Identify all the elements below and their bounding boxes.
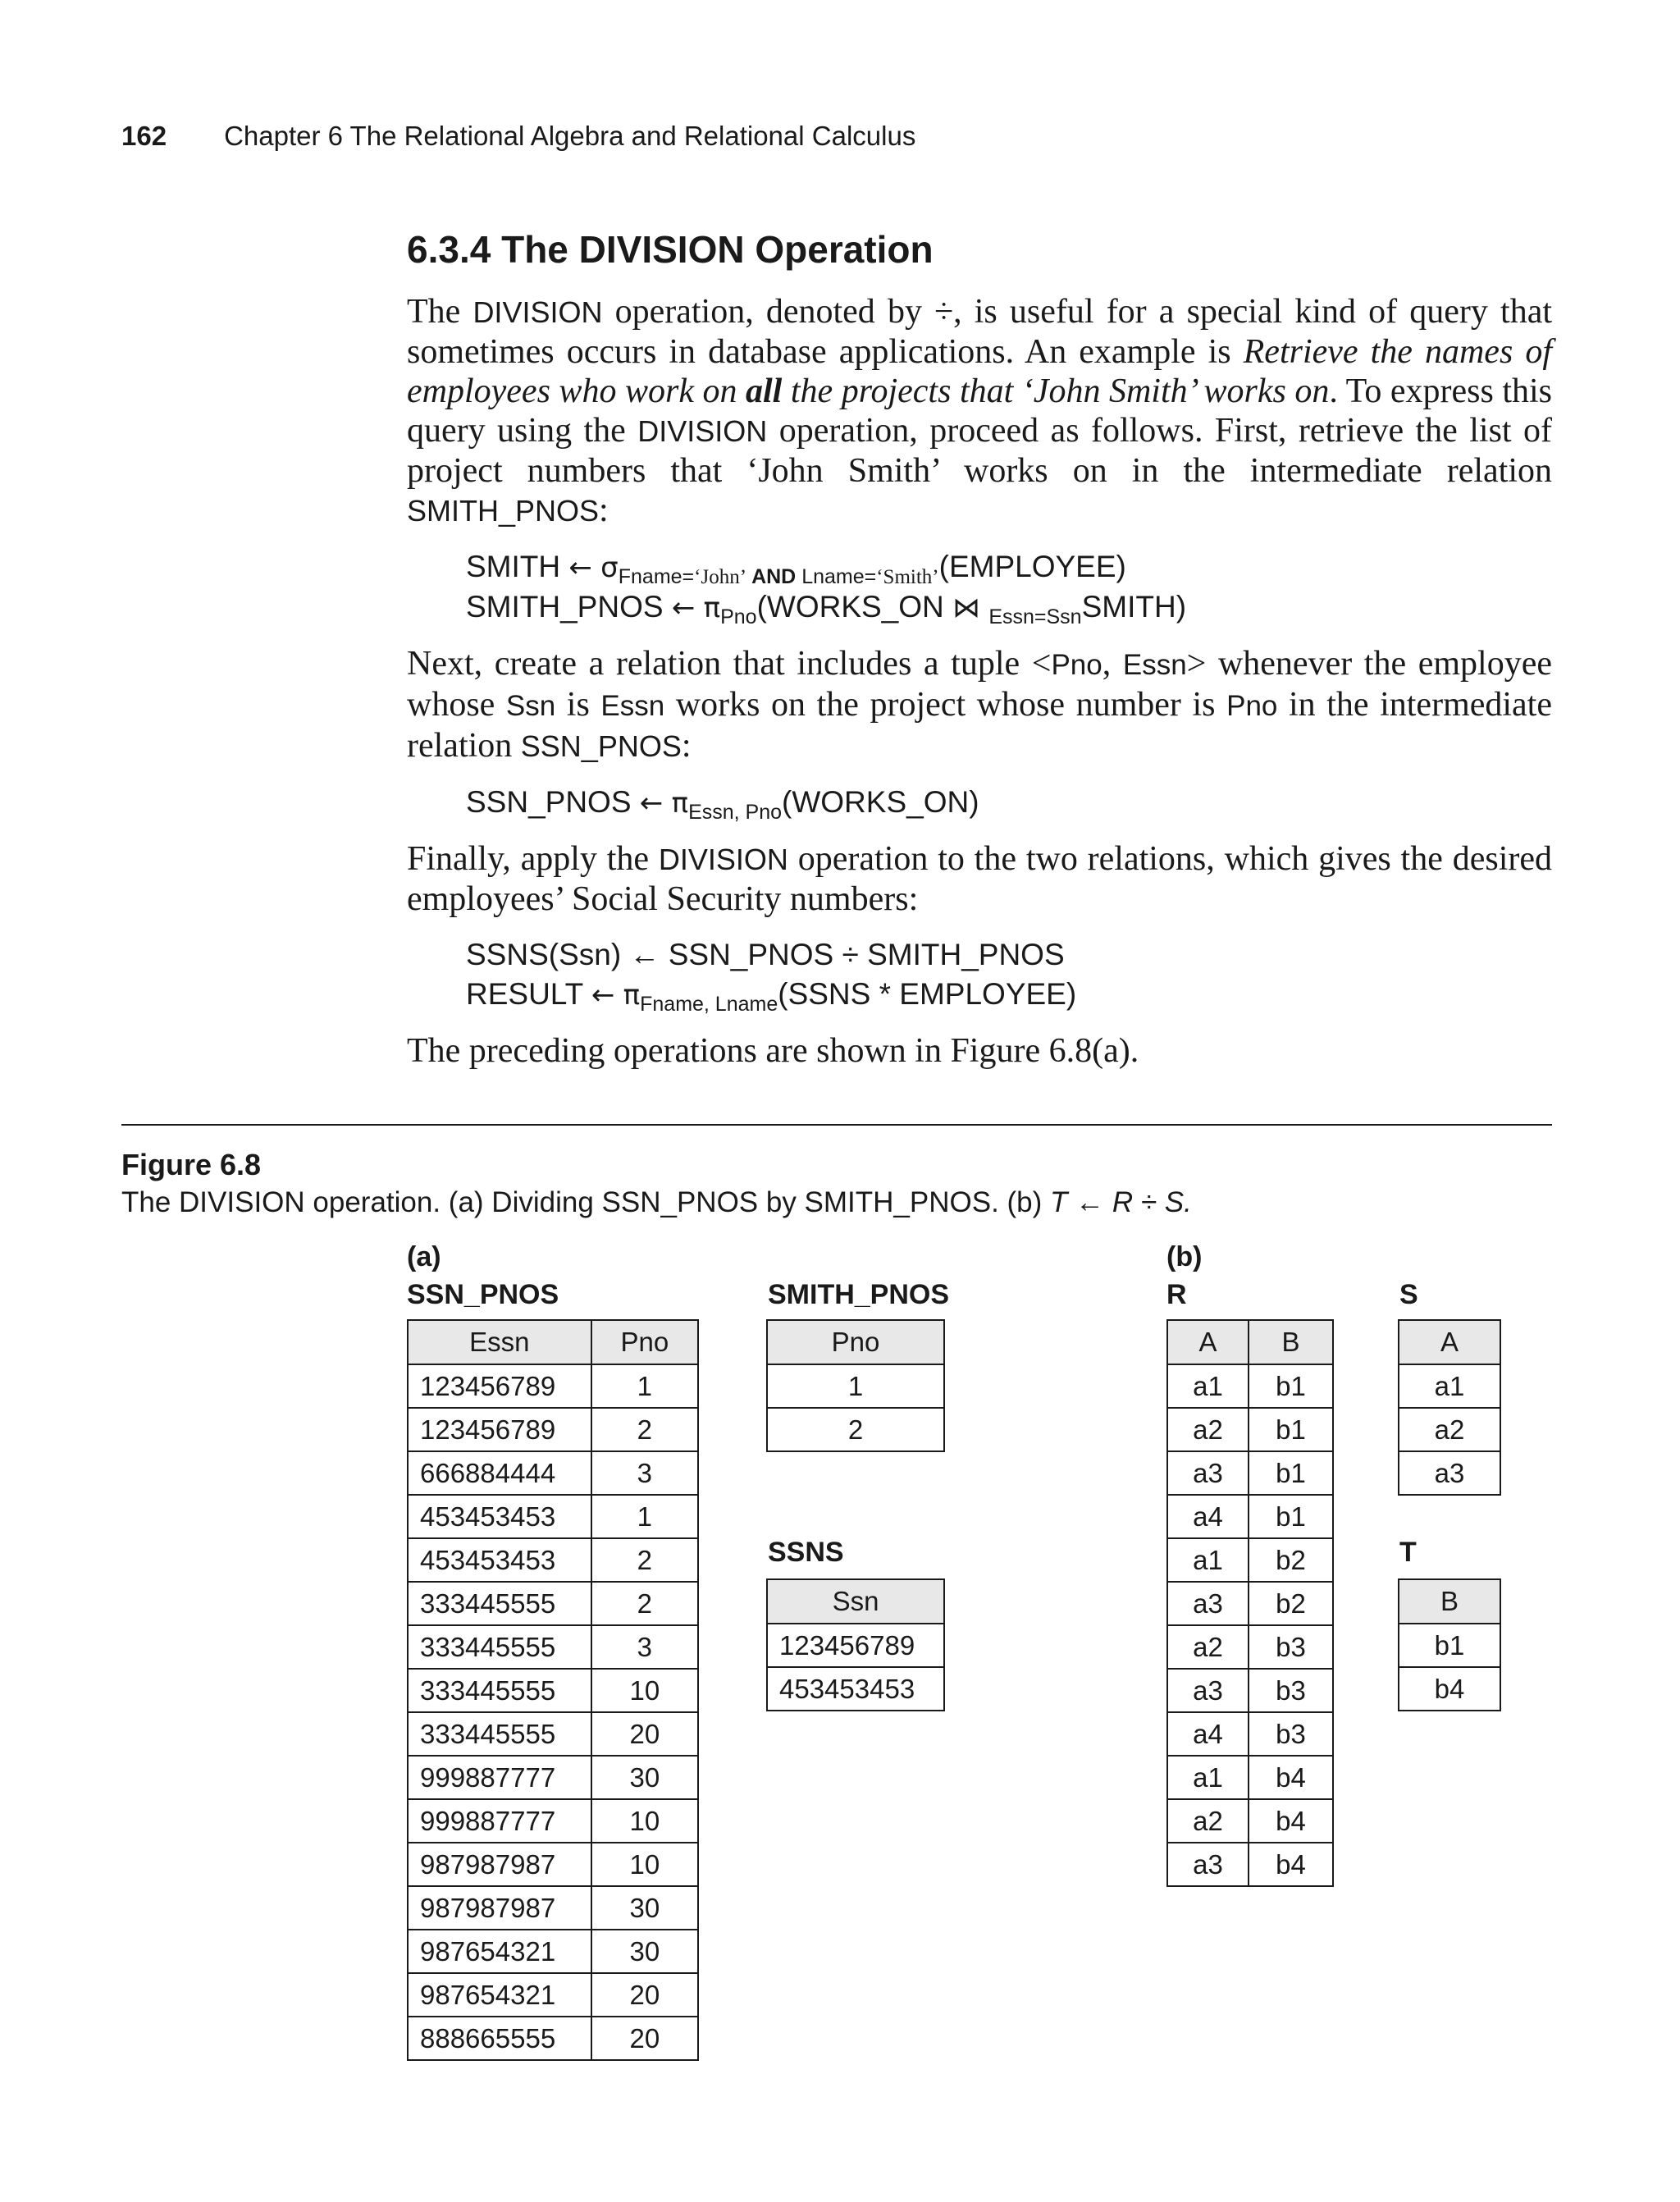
- table-cell: 987654321: [408, 1930, 591, 1973]
- attribute-name: Pno: [1226, 690, 1278, 722]
- table-row: [767, 1667, 944, 1711]
- table-cell: a4: [1167, 1495, 1249, 1538]
- formula-block-2: [466, 783, 1552, 823]
- join-symbol: ⋈: [952, 592, 981, 624]
- table-cell: b3: [1249, 1669, 1333, 1712]
- relation-t-name: T: [1399, 1537, 1417, 1568]
- table-ssn-pnos: [407, 1319, 699, 2061]
- part-a-label: (a): [407, 1241, 441, 1272]
- table-cell: b1: [1399, 1624, 1500, 1667]
- table-cell: 10: [591, 1799, 698, 1843]
- header-row: [1399, 1320, 1500, 1364]
- formula-lhs: SMITH_PNOS: [466, 590, 664, 624]
- table-cell: 1: [591, 1495, 698, 1538]
- table-cell: 333445555: [408, 1625, 591, 1669]
- example-query: the projects that ‘John Smith’ works on: [782, 372, 1330, 410]
- formula-rhs: SMITH): [1081, 590, 1187, 624]
- part-b-label: (b): [1166, 1241, 1203, 1272]
- attribute-name: Essn: [600, 690, 665, 722]
- page-number: 162: [121, 121, 167, 151]
- table-cell: a2: [1167, 1799, 1249, 1843]
- table-cell: b1: [1249, 1451, 1333, 1495]
- table-row: [408, 1495, 698, 1538]
- table-cell: 2: [591, 1582, 698, 1625]
- table-row: [1167, 1712, 1333, 1756]
- table-cell: 888665555: [408, 2017, 591, 2060]
- relation-s-name: S: [1399, 1279, 1418, 1310]
- table-cell: 123456789: [408, 1408, 591, 1451]
- table-cell: b4: [1399, 1667, 1500, 1711]
- formula-rhs: (SSNS * EMPLOYEE): [778, 977, 1077, 1011]
- table-cell: 2: [591, 1538, 698, 1582]
- table-cell: b4: [1249, 1799, 1333, 1843]
- table-cell: 453453453: [408, 1538, 591, 1582]
- table-row: [767, 1624, 944, 1667]
- table-s: [1398, 1319, 1501, 1496]
- table-row: [1399, 1364, 1500, 1408]
- table-cell: b1: [1249, 1364, 1333, 1408]
- table-smith-pnos: [766, 1319, 945, 1452]
- operation-name: DIVISION: [637, 414, 768, 448]
- table-cell: a3: [1167, 1451, 1249, 1495]
- condition-attr: Lname=: [801, 565, 877, 588]
- text-run: is: [555, 686, 601, 724]
- text-run: :: [599, 491, 609, 529]
- table-cell: a2: [1399, 1408, 1500, 1451]
- table-cell: 333445555: [408, 1582, 591, 1625]
- relation-name: SSN_PNOS: [520, 729, 682, 763]
- table-row: [1399, 1451, 1500, 1495]
- column-header: A: [1167, 1320, 1249, 1364]
- operation-name: DIVISION: [472, 295, 603, 329]
- table-cell: a3: [1167, 1582, 1249, 1625]
- table-row: [408, 1451, 698, 1495]
- table-cell: a3: [1399, 1451, 1500, 1495]
- header-row: [1399, 1579, 1500, 1624]
- table-cell: 1: [591, 1364, 698, 1408]
- project-operator: π: [671, 787, 689, 820]
- table-row: [408, 1843, 698, 1886]
- table-row: [408, 1756, 698, 1799]
- formula-result: [466, 975, 1552, 1015]
- table-row: [1167, 1408, 1333, 1451]
- select-operator: σ: [600, 551, 619, 584]
- table-row: [1167, 1669, 1333, 1712]
- table-row: [1167, 1364, 1333, 1408]
- projection-list: Fname, Lname: [640, 993, 778, 1016]
- table-row: [408, 1712, 698, 1756]
- header-row: [1167, 1320, 1333, 1364]
- table-cell: b2: [1249, 1582, 1333, 1625]
- table-cell: b3: [1249, 1712, 1333, 1756]
- formula-block-1: [466, 547, 1552, 628]
- table-ssns: [766, 1578, 945, 1711]
- assign-arrow: ←: [591, 979, 615, 1012]
- formula-rhs: (WORKS_ON: [756, 590, 953, 624]
- column-header: Pno: [767, 1320, 944, 1364]
- assign-arrow: ←: [639, 787, 664, 820]
- join-condition: Essn=Ssn: [988, 605, 1082, 628]
- table-cell: 20: [591, 1712, 698, 1756]
- table-cell: 10: [591, 1669, 698, 1712]
- table-cell: b1: [1249, 1495, 1333, 1538]
- chapter-title: Chapter 6 The Relational Algebra and Relational Calculus: [224, 121, 916, 151]
- table-row: [1167, 1843, 1333, 1886]
- text-run: in the intermediate relation: [407, 686, 1552, 765]
- table-row: [767, 1364, 944, 1408]
- formula-smith-pnos: [466, 587, 1552, 628]
- table-t: [1398, 1578, 1501, 1711]
- formula-rhs: (WORKS_ON): [782, 785, 979, 819]
- figure-label: Figure 6.8: [121, 1148, 262, 1181]
- column-header: A: [1399, 1320, 1500, 1364]
- relation-smith-pnos-name: SMITH_PNOS: [768, 1279, 950, 1310]
- attribute-name: Pno: [1051, 649, 1102, 681]
- table-row: [1167, 1625, 1333, 1669]
- table-cell: 333445555: [408, 1669, 591, 1712]
- assign-arrow: ←: [671, 592, 696, 624]
- table-cell: 987987987: [408, 1886, 591, 1930]
- table-row: [1167, 1538, 1333, 1582]
- paragraph-intro: [407, 292, 1552, 531]
- table-cell: 20: [591, 2017, 698, 2060]
- table-r: [1166, 1319, 1334, 1887]
- table-cell: 666884444: [408, 1451, 591, 1495]
- table-row: [408, 1582, 698, 1625]
- section-title: 6.3.4 The DIVISION Operation: [407, 228, 934, 271]
- text-run: operation, proceed as follows. First, retrieve the list of project numbers that ‘John Smith’ works on in the intermediate relation: [407, 412, 1553, 490]
- table-row: [408, 1625, 698, 1669]
- table-row: [408, 1364, 698, 1408]
- table-cell: 333445555: [408, 1712, 591, 1756]
- table-cell: a1: [1167, 1538, 1249, 1582]
- table-row: [1399, 1408, 1500, 1451]
- table-cell: 30: [591, 1930, 698, 1973]
- table-row: [408, 1538, 698, 1582]
- table-row: [408, 1669, 698, 1712]
- projection-list: Pno: [720, 605, 757, 628]
- table-cell: a4: [1167, 1712, 1249, 1756]
- text-run: Next, create a relation that includes a tuple <: [407, 645, 1052, 683]
- figure-caption: [121, 1185, 1192, 1221]
- column-header: Essn: [408, 1320, 591, 1364]
- table-cell: b1: [1249, 1408, 1333, 1451]
- caption-formula: T ← R ÷ S.: [1050, 1186, 1192, 1218]
- figure-divider: [121, 1124, 1552, 1126]
- table-cell: 999887777: [408, 1756, 591, 1799]
- project-operator: π: [703, 592, 721, 624]
- text-run: Finally, apply the: [407, 840, 659, 878]
- table-cell: b3: [1249, 1625, 1333, 1669]
- column-header: Pno: [591, 1320, 698, 1364]
- condition-and: AND: [746, 565, 802, 588]
- table-cell: 123456789: [767, 1624, 944, 1667]
- header-row: [767, 1320, 944, 1364]
- table-cell: a3: [1167, 1669, 1249, 1712]
- table-cell: 30: [591, 1886, 698, 1930]
- emphasis: all: [746, 372, 783, 410]
- table-cell: a1: [1167, 1756, 1249, 1799]
- table-cell: 453453453: [767, 1667, 944, 1711]
- paragraph-next: [407, 644, 1552, 766]
- relation-r-name: R: [1166, 1279, 1187, 1310]
- table-cell: 987987987: [408, 1843, 591, 1886]
- condition-value: ‘John’: [694, 566, 747, 588]
- projection-list: Essn, Pno: [688, 801, 783, 824]
- table-cell: b4: [1249, 1756, 1333, 1799]
- table-cell: a3: [1167, 1843, 1249, 1886]
- table-cell: 30: [591, 1756, 698, 1799]
- formula-lhs: RESULT: [466, 977, 583, 1011]
- table-row: [1167, 1799, 1333, 1843]
- relation-ssn-pnos-name: SSN_PNOS: [407, 1279, 559, 1310]
- column-header: Ssn: [767, 1579, 944, 1624]
- assign-arrow: ←: [568, 551, 592, 584]
- table-row: [1167, 1582, 1333, 1625]
- table-row: [767, 1408, 944, 1451]
- table-row: [408, 1799, 698, 1843]
- relation-ssns-name: SSNS: [768, 1537, 844, 1568]
- running-head: [121, 120, 915, 153]
- formula-smith: [466, 547, 1552, 587]
- table-cell: 987654321: [408, 1973, 591, 2017]
- text-run: ,: [1102, 645, 1123, 683]
- table-row: [408, 1886, 698, 1930]
- table-cell: a1: [1399, 1364, 1500, 1408]
- column-header: B: [1249, 1320, 1333, 1364]
- condition-value: ‘Smith’: [876, 566, 939, 588]
- attribute-name: Ssn: [505, 690, 556, 722]
- table-row: [408, 2017, 698, 2060]
- table-cell: 20: [591, 1973, 698, 2017]
- table-cell: 3: [591, 1451, 698, 1495]
- selection-condition: [619, 565, 939, 588]
- table-cell: 2: [767, 1408, 944, 1451]
- header-row: [408, 1320, 698, 1364]
- condition-attr: Fname=: [618, 565, 695, 588]
- section-body: [407, 223, 1552, 1071]
- text-run: The: [407, 293, 473, 331]
- table-cell: 10: [591, 1843, 698, 1886]
- table-row: [1167, 1451, 1333, 1495]
- table-row: [1399, 1667, 1500, 1711]
- table-row: [1167, 1495, 1333, 1538]
- table-cell: b4: [1249, 1843, 1333, 1886]
- paragraph-preceding: The preceding operations are shown in Figure 6.8(a).: [407, 1032, 1139, 1070]
- header-row: [767, 1579, 944, 1624]
- table-cell: a1: [1167, 1364, 1249, 1408]
- text-run: operation to the two relations, which gives the desired employees’ Social Security numbers:: [407, 840, 1552, 918]
- table-row: [1167, 1756, 1333, 1799]
- table-row: [408, 1408, 698, 1451]
- attribute-name: Essn: [1122, 649, 1187, 681]
- table-cell: b2: [1249, 1538, 1333, 1582]
- formula-block-3: [466, 935, 1552, 1015]
- text-run: operation, denoted by ÷, is useful for a special kind of query that sometimes occurs in database applications. An example is: [407, 293, 1553, 371]
- table-row: [1399, 1624, 1500, 1667]
- table-cell: 999887777: [408, 1799, 591, 1843]
- table-row: [408, 1973, 698, 2017]
- text-run: works on the project whose number is: [664, 686, 1227, 724]
- table-cell: 2: [591, 1408, 698, 1451]
- table-cell: 1: [767, 1364, 944, 1408]
- operation-name: DIVISION: [658, 843, 788, 876]
- table-cell: a2: [1167, 1408, 1249, 1451]
- text-run: > whenever the employee whose: [407, 645, 1552, 724]
- example-query: Retrieve the names of employees who work on: [407, 333, 1553, 410]
- table-row: [408, 1930, 698, 1973]
- text-run: :: [681, 727, 692, 765]
- table-cell: 123456789: [408, 1364, 591, 1408]
- formula-ssn-pnos: [466, 783, 1552, 823]
- formula-lhs: SSN_PNOS: [466, 785, 632, 819]
- table-cell: 453453453: [408, 1495, 591, 1538]
- project-operator: π: [623, 979, 641, 1012]
- column-header: B: [1399, 1579, 1500, 1624]
- table-cell: a2: [1167, 1625, 1249, 1669]
- formula-lhs: SMITH: [466, 550, 561, 583]
- table-cell: 3: [591, 1625, 698, 1669]
- text-run: . To express this query using the: [407, 372, 1552, 450]
- caption-text: The DIVISION operation. (a) Dividing SSN_PNOS by SMITH_PNOS. (b): [121, 1186, 1051, 1218]
- formula-ssns: SSNS(Ssn) ← SSN_PNOS ÷ SMITH_PNOS: [466, 938, 1065, 971]
- relation-name: SMITH_PNOS: [407, 494, 600, 528]
- formula-rhs: (EMPLOYEE): [938, 550, 1126, 583]
- paragraph-finally: [407, 839, 1552, 919]
